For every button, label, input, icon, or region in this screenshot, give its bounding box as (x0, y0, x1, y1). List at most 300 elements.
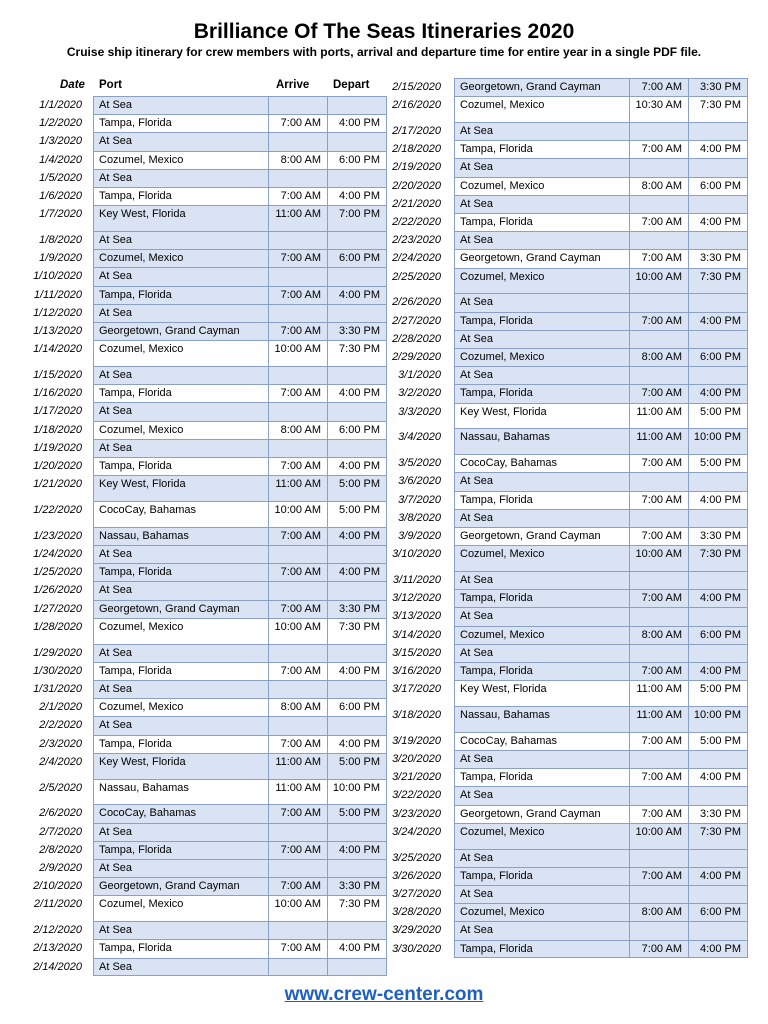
row-depart: 4:00 PM (327, 527, 387, 545)
itinerary-row (26, 402, 388, 420)
row-arrive (268, 958, 327, 976)
row-depart (688, 571, 748, 589)
itinerary-row (389, 786, 751, 804)
row-depart (327, 439, 387, 457)
row-port: CocoCay, Bahamas (454, 454, 629, 472)
itinerary-row (389, 921, 751, 939)
row-depart: 7:30 PM (327, 895, 387, 921)
row-depart: 7:30 PM (688, 823, 748, 849)
row-depart (688, 786, 748, 804)
row-arrive: 8:00 AM (629, 348, 688, 366)
row-date: 3/27/2020 (392, 888, 441, 900)
row-arrive: 7:00 AM (268, 939, 327, 957)
row-date: 1/13/2020 (33, 325, 82, 337)
row-arrive: 7:00 AM (268, 114, 327, 132)
row-port: Nassau, Bahamas (93, 779, 268, 805)
row-date: 3/10/2020 (392, 548, 441, 561)
row-depart: 6:00 PM (688, 626, 748, 644)
row-depart: 4:00 PM (688, 384, 748, 402)
row-depart (327, 859, 387, 877)
row-arrive (629, 472, 688, 490)
itinerary-row (389, 805, 751, 823)
row-arrive (629, 293, 688, 311)
row-date: 3/8/2020 (398, 511, 441, 524)
row-arrive: 11:00 AM (268, 475, 327, 501)
row-depart (688, 293, 748, 311)
itinerary-row (389, 330, 751, 348)
row-arrive: 10:00 AM (629, 268, 688, 294)
row-port: Georgetown, Grand Cayman (93, 322, 268, 340)
row-port: At Sea (93, 680, 268, 698)
row-depart: 6:00 PM (327, 698, 387, 716)
row-arrive (629, 921, 688, 939)
row-port: Cozumel, Mexico (93, 249, 268, 267)
row-date: 2/2/2020 (39, 719, 82, 732)
row-depart: 5:00 PM (688, 732, 748, 750)
row-arrive: 8:00 AM (629, 177, 688, 195)
row-depart (688, 607, 748, 625)
row-date: 3/26/2020 (392, 869, 441, 882)
itinerary-row (389, 867, 751, 885)
row-port: Tampa, Florida (454, 867, 629, 885)
row-arrive (268, 859, 327, 877)
row-arrive: 7:00 AM (268, 286, 327, 304)
row-depart (688, 195, 748, 213)
row-date: 1/23/2020 (33, 529, 82, 542)
row-depart: 4:00 PM (327, 735, 387, 753)
itinerary-row (389, 96, 751, 122)
row-port: Cozumel, Mexico (93, 421, 268, 439)
row-arrive: 8:00 AM (629, 903, 688, 921)
row-port: Tampa, Florida (93, 662, 268, 680)
row-date: 3/30/2020 (392, 942, 441, 955)
row-date: 1/1/2020 (39, 99, 82, 111)
row-port: Tampa, Florida (93, 563, 268, 581)
row-arrive: 11:00 AM (629, 428, 688, 454)
row-date: 2/28/2020 (392, 332, 441, 345)
row-port: At Sea (454, 231, 629, 249)
itinerary-row (26, 581, 388, 599)
row-arrive: 11:00 AM (629, 403, 688, 429)
row-date: 2/20/2020 (392, 179, 441, 192)
row-arrive: 11:00 AM (629, 680, 688, 706)
row-port: Cozumel, Mexico (454, 626, 629, 644)
row-arrive: 7:00 AM (629, 213, 688, 231)
row-date: 3/22/2020 (392, 789, 441, 802)
row-port: Key West, Florida (93, 753, 268, 779)
row-arrive: 10:00 AM (268, 501, 327, 527)
itinerary-row (389, 527, 751, 545)
row-arrive (268, 132, 327, 150)
row-arrive (268, 439, 327, 457)
row-arrive (629, 509, 688, 527)
row-arrive (268, 96, 327, 114)
row-arrive (268, 545, 327, 563)
row-depart (327, 366, 387, 384)
row-port: At Sea (454, 509, 629, 527)
itinerary-row (389, 491, 751, 509)
row-arrive (629, 330, 688, 348)
itinerary-row (26, 545, 388, 563)
row-port: Georgetown, Grand Cayman (454, 78, 629, 96)
row-port: At Sea (93, 96, 268, 114)
row-depart (327, 581, 387, 599)
row-port: Tampa, Florida (454, 589, 629, 607)
row-depart: 4:00 PM (327, 662, 387, 680)
row-depart (327, 169, 387, 187)
row-date: 1/16/2020 (33, 387, 82, 400)
row-arrive (629, 571, 688, 589)
row-port: At Sea (454, 885, 629, 903)
row-date: 2/21/2020 (392, 197, 441, 210)
itinerary-row (26, 877, 388, 895)
row-depart: 5:00 PM (688, 680, 748, 706)
row-depart: 5:00 PM (327, 475, 387, 501)
row-port: At Sea (454, 786, 629, 804)
itinerary-row (389, 454, 751, 472)
row-arrive: 10:30 AM (629, 96, 688, 122)
row-depart (327, 132, 387, 150)
row-depart: 3:30 PM (327, 322, 387, 340)
row-port: Key West, Florida (454, 680, 629, 706)
row-port: At Sea (454, 607, 629, 625)
row-date: 1/19/2020 (33, 441, 82, 454)
row-depart: 3:30 PM (327, 600, 387, 618)
row-date: 1/22/2020 (33, 504, 82, 516)
row-date: 2/6/2020 (39, 807, 82, 820)
row-port: At Sea (454, 750, 629, 768)
row-port: Cozumel, Mexico (93, 151, 268, 169)
itinerary-row (389, 680, 751, 706)
itinerary-row (389, 268, 751, 294)
row-port: Nassau, Bahamas (454, 428, 629, 454)
row-date: 1/12/2020 (33, 306, 82, 319)
itinerary-row (26, 753, 388, 779)
itinerary-row (26, 475, 388, 501)
row-date: 2/19/2020 (392, 161, 441, 174)
row-depart: 3:30 PM (688, 249, 748, 267)
row-arrive: 7:00 AM (629, 454, 688, 472)
row-arrive: 7:00 AM (268, 735, 327, 753)
itinerary-row (26, 618, 388, 644)
itinerary-row (26, 322, 388, 340)
row-arrive: 7:00 AM (268, 804, 327, 822)
row-depart: 10:00 PM (688, 428, 748, 454)
row-arrive: 7:00 AM (629, 940, 688, 958)
row-date: 2/18/2020 (392, 143, 441, 156)
row-port: CocoCay, Bahamas (93, 804, 268, 822)
row-depart (327, 402, 387, 420)
itinerary-row (26, 698, 388, 716)
row-date: 3/6/2020 (398, 475, 441, 488)
row-depart: 6:00 PM (327, 249, 387, 267)
itinerary-row (389, 706, 751, 732)
row-port: CocoCay, Bahamas (93, 501, 268, 527)
row-port: Tampa, Florida (93, 114, 268, 132)
itinerary-row (389, 940, 751, 958)
row-port: Georgetown, Grand Cayman (454, 249, 629, 267)
row-depart (688, 122, 748, 140)
itinerary-row (26, 644, 388, 662)
row-port: At Sea (454, 849, 629, 867)
itinerary-row (26, 841, 388, 859)
row-date: 3/7/2020 (398, 493, 441, 506)
itinerary-row (26, 895, 388, 921)
itinerary-row (389, 644, 751, 662)
row-date: 3/16/2020 (392, 665, 441, 677)
row-arrive: 10:00 AM (268, 895, 327, 921)
row-date: 1/20/2020 (33, 460, 82, 472)
row-port: At Sea (93, 231, 268, 249)
itinerary-row (389, 403, 751, 429)
row-depart: 4:00 PM (327, 187, 387, 205)
row-depart (327, 96, 387, 114)
row-arrive (268, 231, 327, 249)
header-date: Date (60, 79, 85, 91)
row-date: 3/23/2020 (392, 807, 441, 820)
row-arrive: 10:00 AM (268, 340, 327, 366)
row-port: Cozumel, Mexico (93, 340, 268, 366)
row-port: Tampa, Florida (93, 939, 268, 957)
row-port: Key West, Florida (93, 205, 268, 231)
row-depart: 5:00 PM (327, 501, 387, 527)
row-arrive (268, 581, 327, 599)
row-depart (327, 680, 387, 698)
row-port: At Sea (93, 716, 268, 734)
row-date: 2/26/2020 (392, 296, 441, 309)
row-arrive (268, 921, 327, 939)
row-depart: 10:00 PM (688, 706, 748, 732)
row-date: 2/27/2020 (392, 314, 441, 327)
row-depart: 4:00 PM (688, 662, 748, 680)
itinerary-row (389, 732, 751, 750)
itinerary-row (26, 563, 388, 581)
row-port: Key West, Florida (454, 403, 629, 429)
row-arrive: 8:00 AM (268, 421, 327, 439)
row-depart: 4:00 PM (688, 312, 748, 330)
row-arrive: 7:00 AM (268, 877, 327, 895)
row-date: 3/9/2020 (398, 530, 441, 542)
row-depart: 4:00 PM (688, 140, 748, 158)
row-arrive (629, 786, 688, 804)
row-port: Tampa, Florida (454, 312, 629, 330)
page-subtitle: Cruise ship itinerary for crew members with ports, arrival and departure time for entire year in a single PDF file. (66, 45, 702, 59)
footer-link[interactable]: www.crew-center.com (284, 984, 484, 1005)
row-arrive: 7:00 AM (629, 140, 688, 158)
row-date: 3/28/2020 (392, 906, 441, 919)
row-arrive (629, 849, 688, 867)
row-date: 3/15/2020 (392, 646, 441, 659)
row-date: 3/1/2020 (398, 369, 441, 382)
row-date: 3/24/2020 (392, 825, 441, 838)
row-date: 3/11/2020 (392, 574, 441, 586)
row-date: 2/16/2020 (392, 99, 441, 112)
row-arrive (268, 644, 327, 662)
itinerary-row (389, 195, 751, 213)
row-arrive: 8:00 AM (268, 698, 327, 716)
itinerary-row (26, 205, 388, 231)
row-port: At Sea (454, 472, 629, 490)
row-arrive (268, 304, 327, 322)
row-arrive: 7:00 AM (629, 732, 688, 750)
row-arrive: 7:00 AM (629, 312, 688, 330)
row-date: 1/10/2020 (33, 270, 82, 283)
row-port: Tampa, Florida (454, 384, 629, 402)
row-arrive: 11:00 AM (268, 205, 327, 231)
row-depart: 4:00 PM (688, 940, 748, 958)
row-arrive: 7:00 AM (629, 662, 688, 680)
itinerary-row (389, 428, 751, 454)
row-arrive: 7:00 AM (629, 491, 688, 509)
row-arrive (268, 267, 327, 285)
row-port: At Sea (454, 366, 629, 384)
itinerary-row (26, 939, 388, 957)
row-date: 2/24/2020 (392, 252, 441, 265)
row-depart (327, 716, 387, 734)
row-date: 2/10/2020 (33, 880, 82, 893)
itinerary-row (389, 249, 751, 267)
itinerary-row (26, 457, 388, 475)
row-depart (327, 921, 387, 939)
row-arrive: 7:00 AM (268, 527, 327, 545)
row-date: 3/21/2020 (392, 771, 441, 784)
row-port: At Sea (93, 366, 268, 384)
itinerary-row (26, 735, 388, 753)
itinerary-row (389, 903, 751, 921)
row-depart (688, 472, 748, 490)
row-date: 2/22/2020 (392, 216, 441, 228)
row-depart: 4:00 PM (327, 384, 387, 402)
itinerary-row (26, 779, 388, 805)
row-port: At Sea (454, 921, 629, 939)
itinerary-row (26, 96, 388, 114)
itinerary-row (389, 122, 751, 140)
row-arrive: 7:00 AM (629, 527, 688, 545)
row-date: 2/3/2020 (39, 737, 82, 750)
itinerary-row (389, 140, 751, 158)
row-port: Cozumel, Mexico (454, 903, 629, 921)
itinerary-row (26, 439, 388, 457)
row-arrive (629, 607, 688, 625)
row-arrive (629, 750, 688, 768)
row-port: Nassau, Bahamas (93, 527, 268, 545)
row-depart (688, 750, 748, 768)
row-port: Tampa, Florida (454, 662, 629, 680)
row-depart: 6:00 PM (688, 177, 748, 195)
row-depart: 4:00 PM (688, 768, 748, 786)
itinerary-row (26, 286, 388, 304)
row-depart (688, 644, 748, 662)
row-depart: 5:00 PM (688, 403, 748, 429)
row-depart: 4:00 PM (327, 939, 387, 957)
row-port: At Sea (93, 132, 268, 150)
row-port: At Sea (454, 195, 629, 213)
row-port: Tampa, Florida (93, 384, 268, 402)
row-date: 1/30/2020 (33, 664, 82, 677)
itinerary-row (26, 366, 388, 384)
row-arrive: 10:00 AM (629, 823, 688, 849)
row-depart: 4:00 PM (327, 286, 387, 304)
page-title: Brilliance Of The Seas Itineraries 2020 (193, 20, 575, 43)
row-arrive: 7:00 AM (268, 563, 327, 581)
row-arrive (629, 158, 688, 176)
row-port: At Sea (93, 823, 268, 841)
row-date: 1/25/2020 (33, 566, 82, 579)
row-port: At Sea (93, 439, 268, 457)
row-date: 1/29/2020 (33, 646, 82, 659)
row-date: 1/24/2020 (33, 548, 82, 560)
itinerary-row (389, 384, 751, 402)
row-port: At Sea (454, 293, 629, 311)
row-port: At Sea (454, 158, 629, 176)
row-arrive (268, 402, 327, 420)
row-date: 2/15/2020 (392, 81, 441, 93)
row-arrive (268, 716, 327, 734)
row-port: At Sea (93, 545, 268, 563)
itinerary-row (26, 267, 388, 285)
itinerary-row (26, 340, 388, 366)
row-port: Tampa, Florida (93, 457, 268, 475)
row-port: At Sea (454, 122, 629, 140)
row-depart: 4:00 PM (327, 457, 387, 475)
row-date: 3/5/2020 (398, 457, 441, 470)
row-date: 3/20/2020 (392, 753, 441, 765)
row-port: At Sea (93, 169, 268, 187)
row-port: At Sea (93, 859, 268, 877)
row-depart: 5:00 PM (327, 804, 387, 822)
row-date: 3/3/2020 (398, 405, 441, 418)
row-date: 3/14/2020 (392, 628, 441, 641)
row-date: 1/5/2020 (39, 171, 82, 184)
itinerary-row (389, 571, 751, 589)
row-date: 3/4/2020 (398, 431, 441, 444)
row-arrive: 7:00 AM (268, 457, 327, 475)
row-date: 1/14/2020 (33, 343, 82, 356)
row-date: 2/5/2020 (39, 781, 82, 794)
itinerary-row (389, 472, 751, 490)
row-date: 2/4/2020 (39, 755, 82, 768)
row-date: 2/23/2020 (392, 234, 441, 247)
row-port: Tampa, Florida (93, 735, 268, 753)
itinerary-row (389, 589, 751, 607)
row-arrive: 10:00 AM (629, 545, 688, 571)
row-port: At Sea (454, 330, 629, 348)
row-depart: 3:30 PM (688, 805, 748, 823)
row-depart: 6:00 PM (327, 421, 387, 439)
row-arrive (629, 122, 688, 140)
row-date: 1/6/2020 (39, 190, 82, 202)
row-date: 1/8/2020 (39, 234, 82, 246)
row-port: At Sea (454, 644, 629, 662)
row-date: 1/31/2020 (33, 683, 82, 695)
itinerary-row (26, 804, 388, 822)
row-date: 2/14/2020 (33, 960, 82, 973)
row-depart (688, 849, 748, 867)
row-depart: 3:30 PM (327, 877, 387, 895)
row-port: At Sea (93, 644, 268, 662)
row-arrive: 7:00 AM (268, 249, 327, 267)
row-arrive (629, 195, 688, 213)
row-arrive (268, 823, 327, 841)
row-depart: 3:30 PM (688, 527, 748, 545)
row-port: Cozumel, Mexico (454, 177, 629, 195)
row-date: 1/2/2020 (39, 117, 82, 130)
row-date: 2/25/2020 (392, 270, 441, 283)
row-depart: 4:00 PM (327, 114, 387, 132)
row-arrive: 7:00 AM (268, 384, 327, 402)
row-arrive (629, 644, 688, 662)
itinerary-row (26, 958, 388, 976)
